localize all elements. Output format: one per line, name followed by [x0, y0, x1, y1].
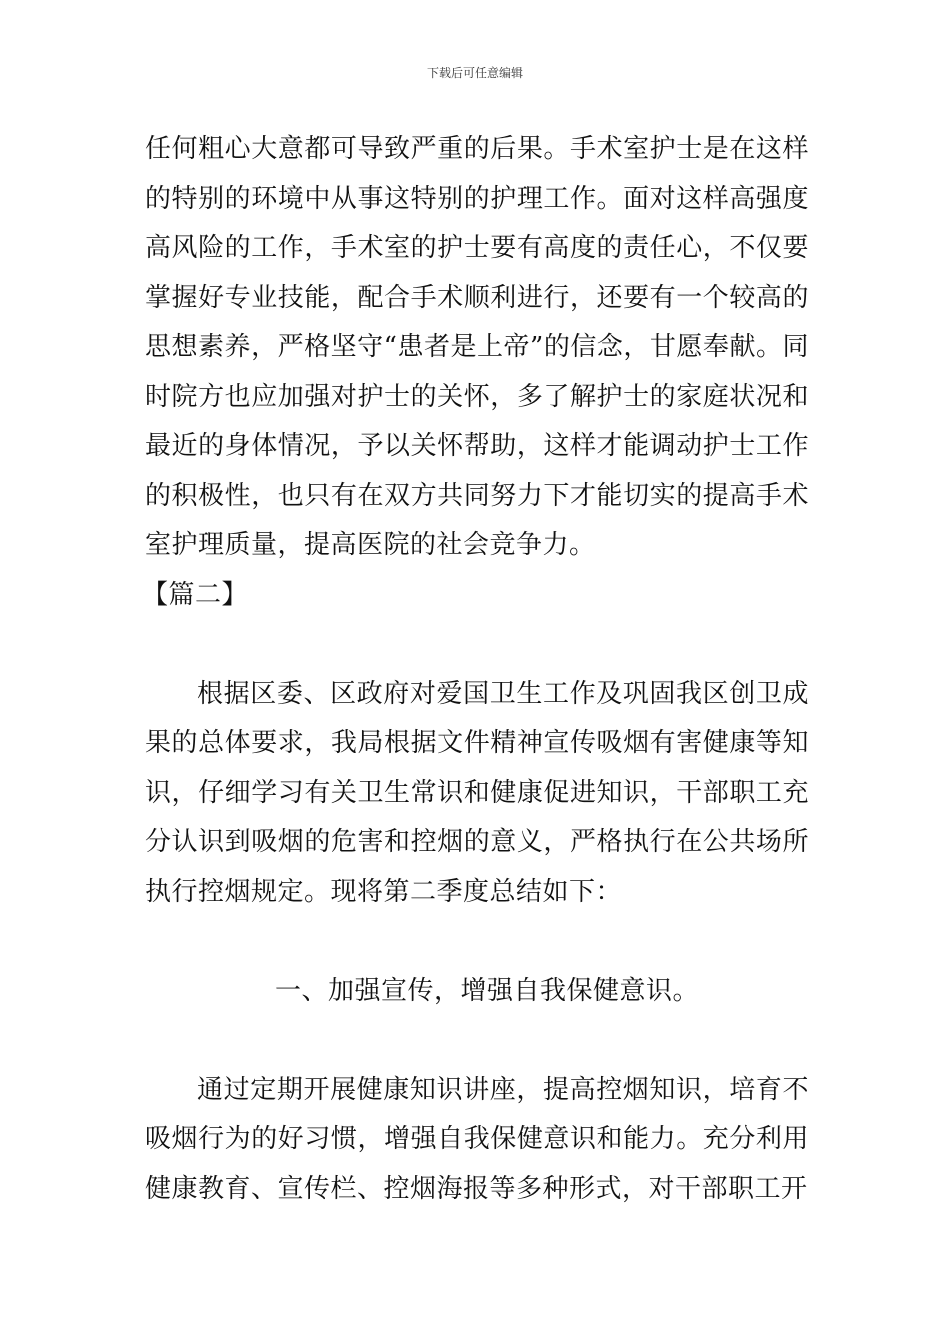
paragraph-one: 通过定期开展健康知识讲座，提高控烟知识，培育不吸烟行为的好习惯，增强自我保健意识和能力。充分利用健康教育、宣传栏、控烟海报等多种形式，对干部职工开 — [145, 1074, 809, 1204]
spacer — [145, 1016, 809, 1066]
section-label: 【篇二】 — [142, 579, 249, 610]
paragraph-intro: 根据区委、区政府对爱国卫生工作及巩固我区创卫成果的总体要求，我局根据文件精神宣传吸烟有害健康等知识，仔细学习有关卫生常识和健康促进知识，干部职工充分认识到吸烟的危害和控烟的意义，严格执行在公共场所执行控烟规定。现将第二季度总结如下： — [145, 678, 809, 907]
spacer — [145, 917, 809, 967]
spacer — [145, 620, 809, 670]
page-header: 下载后可任意编辑 — [426, 66, 523, 80]
heading-one: 一、加强宣传，增强自我保健意识。 — [275, 975, 700, 1006]
document-body — [142, 125, 809, 1214]
paragraph-continued: 任何粗心大意都可导致严重的后果。手术室护士是在这样的特别的环境中从事这特别的护理工作。面对这样高强度高风险的工作，手术室的护士要有高度的责任心，不仅要掌握好专业技能，配合手术顺利进行，还要有一个较高的思想素养，严格坚守“患者是上帝”的信念，甘愿奉献。同时院方也应加强对护士的关怀，多了解护士的家庭状况和最近的身体情况，予以关怀帮助，这样才能调动护士工作的积极性，也只有在双方共同努力下才能切实的提高手术室护理质量，提高医院的社会竞争力。 — [145, 134, 809, 560]
